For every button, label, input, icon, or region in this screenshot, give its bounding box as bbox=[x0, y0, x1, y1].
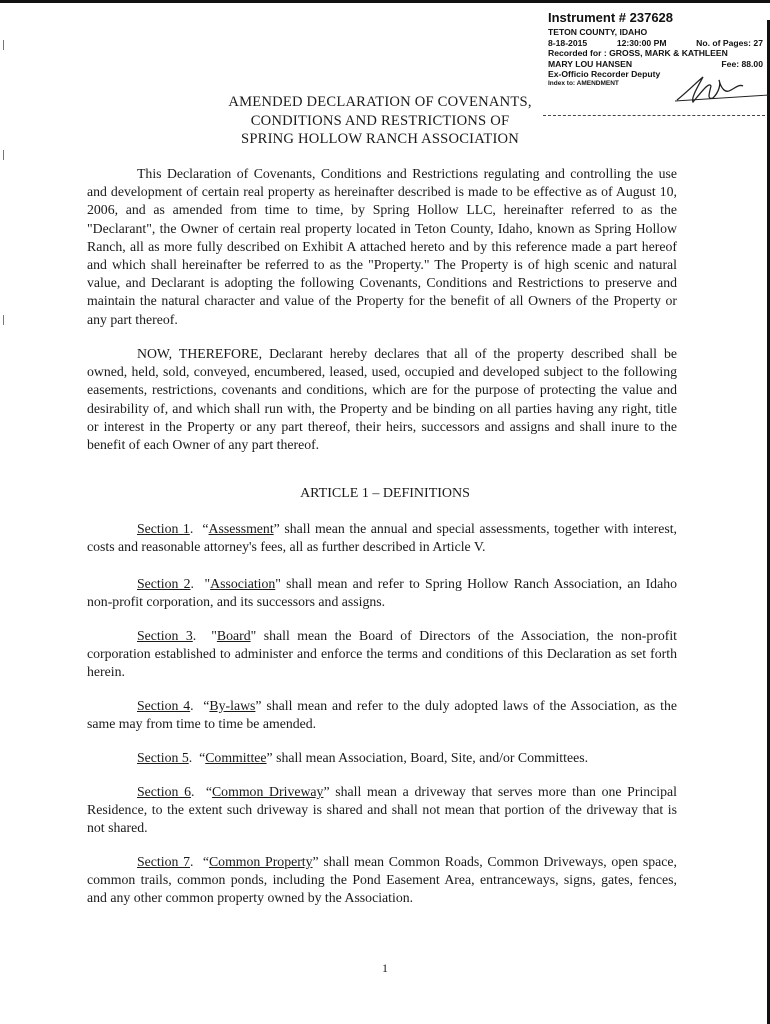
page-number: 1 bbox=[382, 961, 388, 975]
section-label: Section 1 bbox=[137, 521, 190, 536]
section-text: shall mean a driveway that serves more than one Principal Residence, to the extent such driveway is shared and shall not mean that portion of the driveway that is not shared. bbox=[87, 784, 677, 836]
title-line: AMENDED DECLARATION OF COVENANTS, bbox=[228, 94, 532, 110]
defined-term: Board bbox=[216, 628, 251, 643]
stamp-time: 12:30:00 PM bbox=[616, 37, 667, 48]
defined-term: Association bbox=[210, 576, 276, 591]
section-text: shall mean Common Roads, Common Driveways, open space, common trails, common ponds, including the Pond Easement Area, entranceways, signs, gates, fences, and any other common property owned by the Association. bbox=[87, 854, 677, 906]
section-label: Section 3 bbox=[137, 628, 193, 643]
defined-term: Assessment bbox=[208, 521, 274, 536]
section-text: shall mean and refer to Spring Hollow Ranch Association, an Idaho non-profit corporation, and its successors and assigns. bbox=[87, 576, 678, 610]
title-line: SPRING HOLLOW RANCH ASSOCIATION bbox=[241, 131, 519, 147]
section-label: Section 5 bbox=[137, 750, 189, 765]
stamp-divider bbox=[543, 115, 765, 116]
definition-section: Section 4. “By-laws” shall mean and refer to the duly adopted laws of the Association, as the same may from time to time be amended. bbox=[87, 698, 677, 732]
stamp-recorder-row bbox=[548, 59, 763, 70]
stamp-date-row bbox=[548, 38, 763, 49]
scan-edge-top bbox=[0, 0, 770, 3]
stamp-pages: No. of Pages: 27 bbox=[696, 37, 763, 48]
intro-paragraph: This Declaration of Covenants, Conditions and Restrictions regulating and controlling the use and development of certain real property as hereinafter described is made to be effective as of August 10, 2006, and as amended from time to time, by Spring Hollow LLC, hereinafter referred to as the "Declarant", the Owner of certain real property located in Teton County, Idaho, known as Spring Hollow Ranch, all as more fully described on Exhibit A attached hereto and by this reference made a part hereof and which shall hereinafter be referred to as the "Property." The Property is of high scenic and natural value, and Declarant is adopting the following Covenants, Conditions and Restrictions to preserve and maintain the natural character and value of the Property for the benefit of all Owners of the Property or any part thereof. bbox=[87, 166, 677, 327]
scan-mark bbox=[3, 150, 4, 160]
definition-section: Section 3. "Board" shall mean the Board of Directors of the Association, the non-profit corporation established to administer and enforce the terms and conditions of this Declaration as set forth herein. bbox=[87, 628, 677, 680]
section-text: shall mean and refer to the duly adopted laws of the Association, as the same may from time to time be amended. bbox=[87, 698, 677, 732]
stamp-index: Index to: AMENDMENT bbox=[548, 79, 619, 87]
deputy-signature bbox=[673, 72, 770, 112]
section-label: Section 6 bbox=[137, 784, 191, 799]
section-text: shall mean Association, Board, Site, and/or Committees. bbox=[272, 750, 589, 765]
stamp-fee: Fee: 88.00 bbox=[721, 58, 763, 69]
section-label: Section 7 bbox=[137, 854, 190, 869]
definition-section: Section 2. "Association" shall mean and refer to Spring Hollow Ranch Association, an Idaho non-profit corporation, and its successors and assigns. bbox=[87, 576, 678, 610]
definition-section: Section 5. “Committee” shall mean Association, Board, Site, and/or Committees. bbox=[137, 750, 589, 765]
section-label: Section 2 bbox=[137, 576, 191, 591]
title-line: CONDITIONS AND RESTRICTIONS OF bbox=[250, 112, 510, 129]
instrument-number: Instrument # 237628 bbox=[548, 10, 674, 25]
article-heading: ARTICLE 1 – DEFINITIONS bbox=[300, 486, 470, 501]
definition-section: Section 6. “Common Driveway” shall mean a driveway that serves more than one Principal Residence, to the extent such driveway is shared and shall not mean that portion of the driveway that is not shared. bbox=[87, 784, 677, 836]
defined-term: Common Driveway bbox=[211, 784, 324, 799]
stamp-date: 8-18-2015 bbox=[548, 37, 588, 48]
section-text: shall mean the annual and special assessments, together with interest, costs and reasonable attorney's fees, all as further described in Article V. bbox=[87, 521, 677, 555]
stamp-ex-officio: Ex-Officio Recorder Deputy bbox=[548, 69, 661, 79]
stamp-county: TETON COUNTY, IDAHO bbox=[548, 27, 648, 37]
section-label: Section 4 bbox=[137, 698, 191, 713]
defined-term: Committee bbox=[205, 750, 267, 765]
defined-term: Common Property bbox=[208, 854, 313, 869]
now-therefore-paragraph: NOW, THEREFORE, Declarant hereby declares that all of the property described shall be owned, held, sold, conveyed, encumbered, leased, used, occupied and developed subject to the following easements, restrictions, covenants and conditions, which are for the purpose of protecting the value and desirability of, and which shall run with, the Property and be binding on all parties having any right, title or interest in the Property or any part thereof, their heirs, successors and assigns and shall inure to the benefit of each Owner of any part thereof. bbox=[87, 346, 677, 453]
stamp-recorded-for: Recorded for : GROSS, MARK & KATHLEEN bbox=[548, 48, 728, 58]
scan-mark bbox=[3, 315, 4, 325]
section-text: shall mean the Board of Directors of the Association, the non-profit corporation established to administer and enforce the terms and conditions of this Declaration as set forth herein. bbox=[87, 628, 677, 680]
scan-mark bbox=[3, 40, 4, 50]
defined-term: By-laws bbox=[209, 698, 256, 713]
definition-section: Section 1. “Assessment” shall mean the annual and special assessments, together with interest, costs and reasonable attorney's fees, all as further described in Article V. bbox=[87, 521, 677, 555]
document-title bbox=[200, 93, 560, 149]
stamp-recorder-name: MARY LOU HANSEN bbox=[548, 58, 633, 69]
definition-section: Section 7. “Common Property” shall mean Common Roads, Common Driveways, open space, common trails, common ponds, including the Pond Easement Area, entranceways, signs, gates, fences, and any other common property owned by the Association. bbox=[87, 854, 677, 906]
